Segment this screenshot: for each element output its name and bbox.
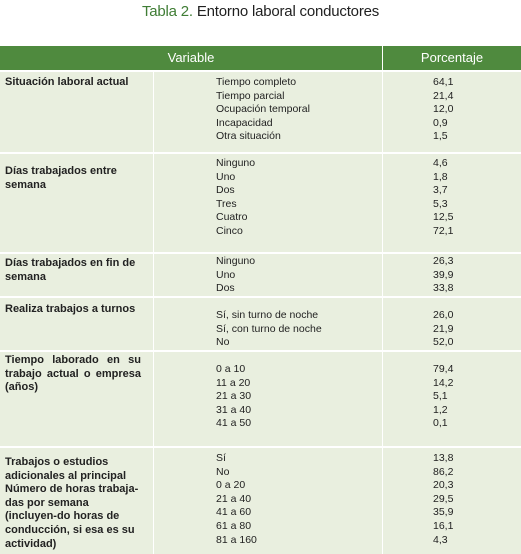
section-rows xyxy=(216,452,516,547)
row-value: 1,2 xyxy=(433,403,448,416)
section-situacion-laboral xyxy=(0,70,521,152)
column-divider xyxy=(382,46,383,554)
row-value: 86,2 xyxy=(433,465,454,478)
row-value: 16,1 xyxy=(433,519,454,532)
row-option: No xyxy=(216,465,230,478)
table-row xyxy=(216,184,516,198)
section-label: Situación laboral actual xyxy=(5,76,129,88)
row-value: 0,9 xyxy=(433,116,448,129)
row-option: Sí xyxy=(216,452,226,464)
row-option: Uno xyxy=(216,268,236,281)
row-value: 52,0 xyxy=(433,336,454,349)
header-porcentaje: Porcentaje xyxy=(420,50,484,65)
row-option: 0 a 10 xyxy=(216,363,246,375)
row-option: Sí, sin turno de noche xyxy=(216,309,319,321)
row-option: 61 a 80 xyxy=(216,519,252,532)
row-value: 13,8 xyxy=(433,452,454,464)
table-caption: Entorno laboral conductores xyxy=(192,3,380,20)
row-option: Cinco xyxy=(216,224,243,237)
table-row xyxy=(216,466,516,480)
row-option: Otra situación xyxy=(216,130,281,143)
section-rows xyxy=(216,309,516,350)
section-label: Trabajos o estudios adicionales al principal Número de horas trabaja-das por semana (incluyen-do horas de conducción, si esa es su actividad) xyxy=(5,456,139,550)
row-value: 26,0 xyxy=(433,309,454,321)
header-variable: Variable xyxy=(167,50,215,65)
table-row xyxy=(216,404,516,418)
data-table xyxy=(0,46,521,554)
table-row xyxy=(216,479,516,493)
row-value: 0,1 xyxy=(433,417,448,430)
row-option: No xyxy=(216,336,230,349)
row-value: 5,1 xyxy=(433,390,448,403)
row-value: 64,1 xyxy=(433,76,454,88)
row-value: 4,3 xyxy=(433,533,448,546)
table-row xyxy=(216,211,516,225)
section-rows xyxy=(216,255,516,296)
row-value: 33,8 xyxy=(433,282,454,295)
row-option: 11 a 20 xyxy=(216,376,251,389)
row-value: 21,4 xyxy=(433,89,454,102)
row-value: 79,4 xyxy=(433,363,454,375)
row-option: 21 a 30 xyxy=(216,390,252,403)
row-value: 1,8 xyxy=(433,170,448,183)
table-row xyxy=(216,377,516,391)
table-row xyxy=(216,103,516,117)
table-row xyxy=(216,493,516,507)
table-row xyxy=(216,452,516,466)
row-option: Tiempo completo xyxy=(216,76,297,88)
row-option: 41 a 50 xyxy=(216,417,252,430)
table-row xyxy=(216,225,516,239)
row-value: 3,7 xyxy=(433,184,448,197)
section-dias-semana xyxy=(0,152,521,252)
column-divider xyxy=(153,70,154,554)
row-option: Sí, con turno de noche xyxy=(216,322,322,335)
section-trabajos-turnos xyxy=(0,296,521,350)
row-value: 5,3 xyxy=(433,197,448,210)
table-row xyxy=(216,417,516,431)
row-value: 35,9 xyxy=(433,506,454,519)
row-value: 1,5 xyxy=(433,130,448,143)
table-header xyxy=(0,46,521,70)
section-label: Días trabajados entre semana xyxy=(5,165,117,191)
table-row xyxy=(216,157,516,171)
table-row xyxy=(216,309,516,323)
table-row xyxy=(216,171,516,185)
row-value: 72,1 xyxy=(433,224,454,237)
row-option: Dos xyxy=(216,282,235,295)
row-value: 14,2 xyxy=(433,376,454,389)
row-option: 41 a 60 xyxy=(216,506,252,519)
section-tiempo-laborado xyxy=(0,350,521,446)
table-row xyxy=(216,506,516,520)
table-row xyxy=(216,269,516,283)
section-trabajos-adicionales xyxy=(0,446,521,554)
row-option: Tiempo parcial xyxy=(216,89,285,102)
section-rows xyxy=(216,76,516,144)
table-number: Tabla 2. xyxy=(141,3,193,20)
row-value: 21,9 xyxy=(433,322,454,335)
table-row xyxy=(216,323,516,337)
table-row xyxy=(216,117,516,131)
row-option: Tres xyxy=(216,197,237,210)
row-option: 0 a 20 xyxy=(216,479,246,492)
table-row xyxy=(216,90,516,104)
table-row xyxy=(216,363,516,377)
section-dias-fin-semana xyxy=(0,252,521,296)
row-value: 12,0 xyxy=(433,103,454,116)
table-row xyxy=(216,534,516,548)
table-row xyxy=(216,390,516,404)
section-rows xyxy=(216,363,516,431)
table-row xyxy=(216,520,516,534)
table-row xyxy=(216,336,516,350)
row-value: 20,3 xyxy=(433,479,454,492)
table-row xyxy=(216,255,516,269)
table-row xyxy=(216,198,516,212)
row-value: 39,9 xyxy=(433,268,454,281)
row-option: Incapacidad xyxy=(216,116,273,129)
table-row xyxy=(216,282,516,296)
table-row xyxy=(216,130,516,144)
row-value: 4,6 xyxy=(433,157,448,169)
row-option: Uno xyxy=(216,170,236,183)
row-option: 21 a 40 xyxy=(216,492,252,505)
row-option: Ninguno xyxy=(216,255,256,267)
row-value: 26,3 xyxy=(433,255,454,267)
row-option: 31 a 40 xyxy=(216,403,252,416)
row-option: Dos xyxy=(216,184,235,197)
row-value: 12,5 xyxy=(433,211,454,224)
row-option: Cuatro xyxy=(216,211,248,224)
row-option: Ocupación temporal xyxy=(216,103,310,116)
row-option: Ninguno xyxy=(216,157,256,169)
section-label: Tiempo laborado en su trabajo actual o empresa (años) xyxy=(5,354,141,394)
table-title xyxy=(0,2,521,22)
row-value: 29,5 xyxy=(433,492,454,505)
section-label: Realiza trabajos a turnos xyxy=(5,303,136,315)
section-rows xyxy=(216,157,516,239)
row-option: 81 a 160 xyxy=(216,533,257,546)
table-row xyxy=(216,76,516,90)
section-label: Días trabajados en fin de semana xyxy=(5,257,136,283)
